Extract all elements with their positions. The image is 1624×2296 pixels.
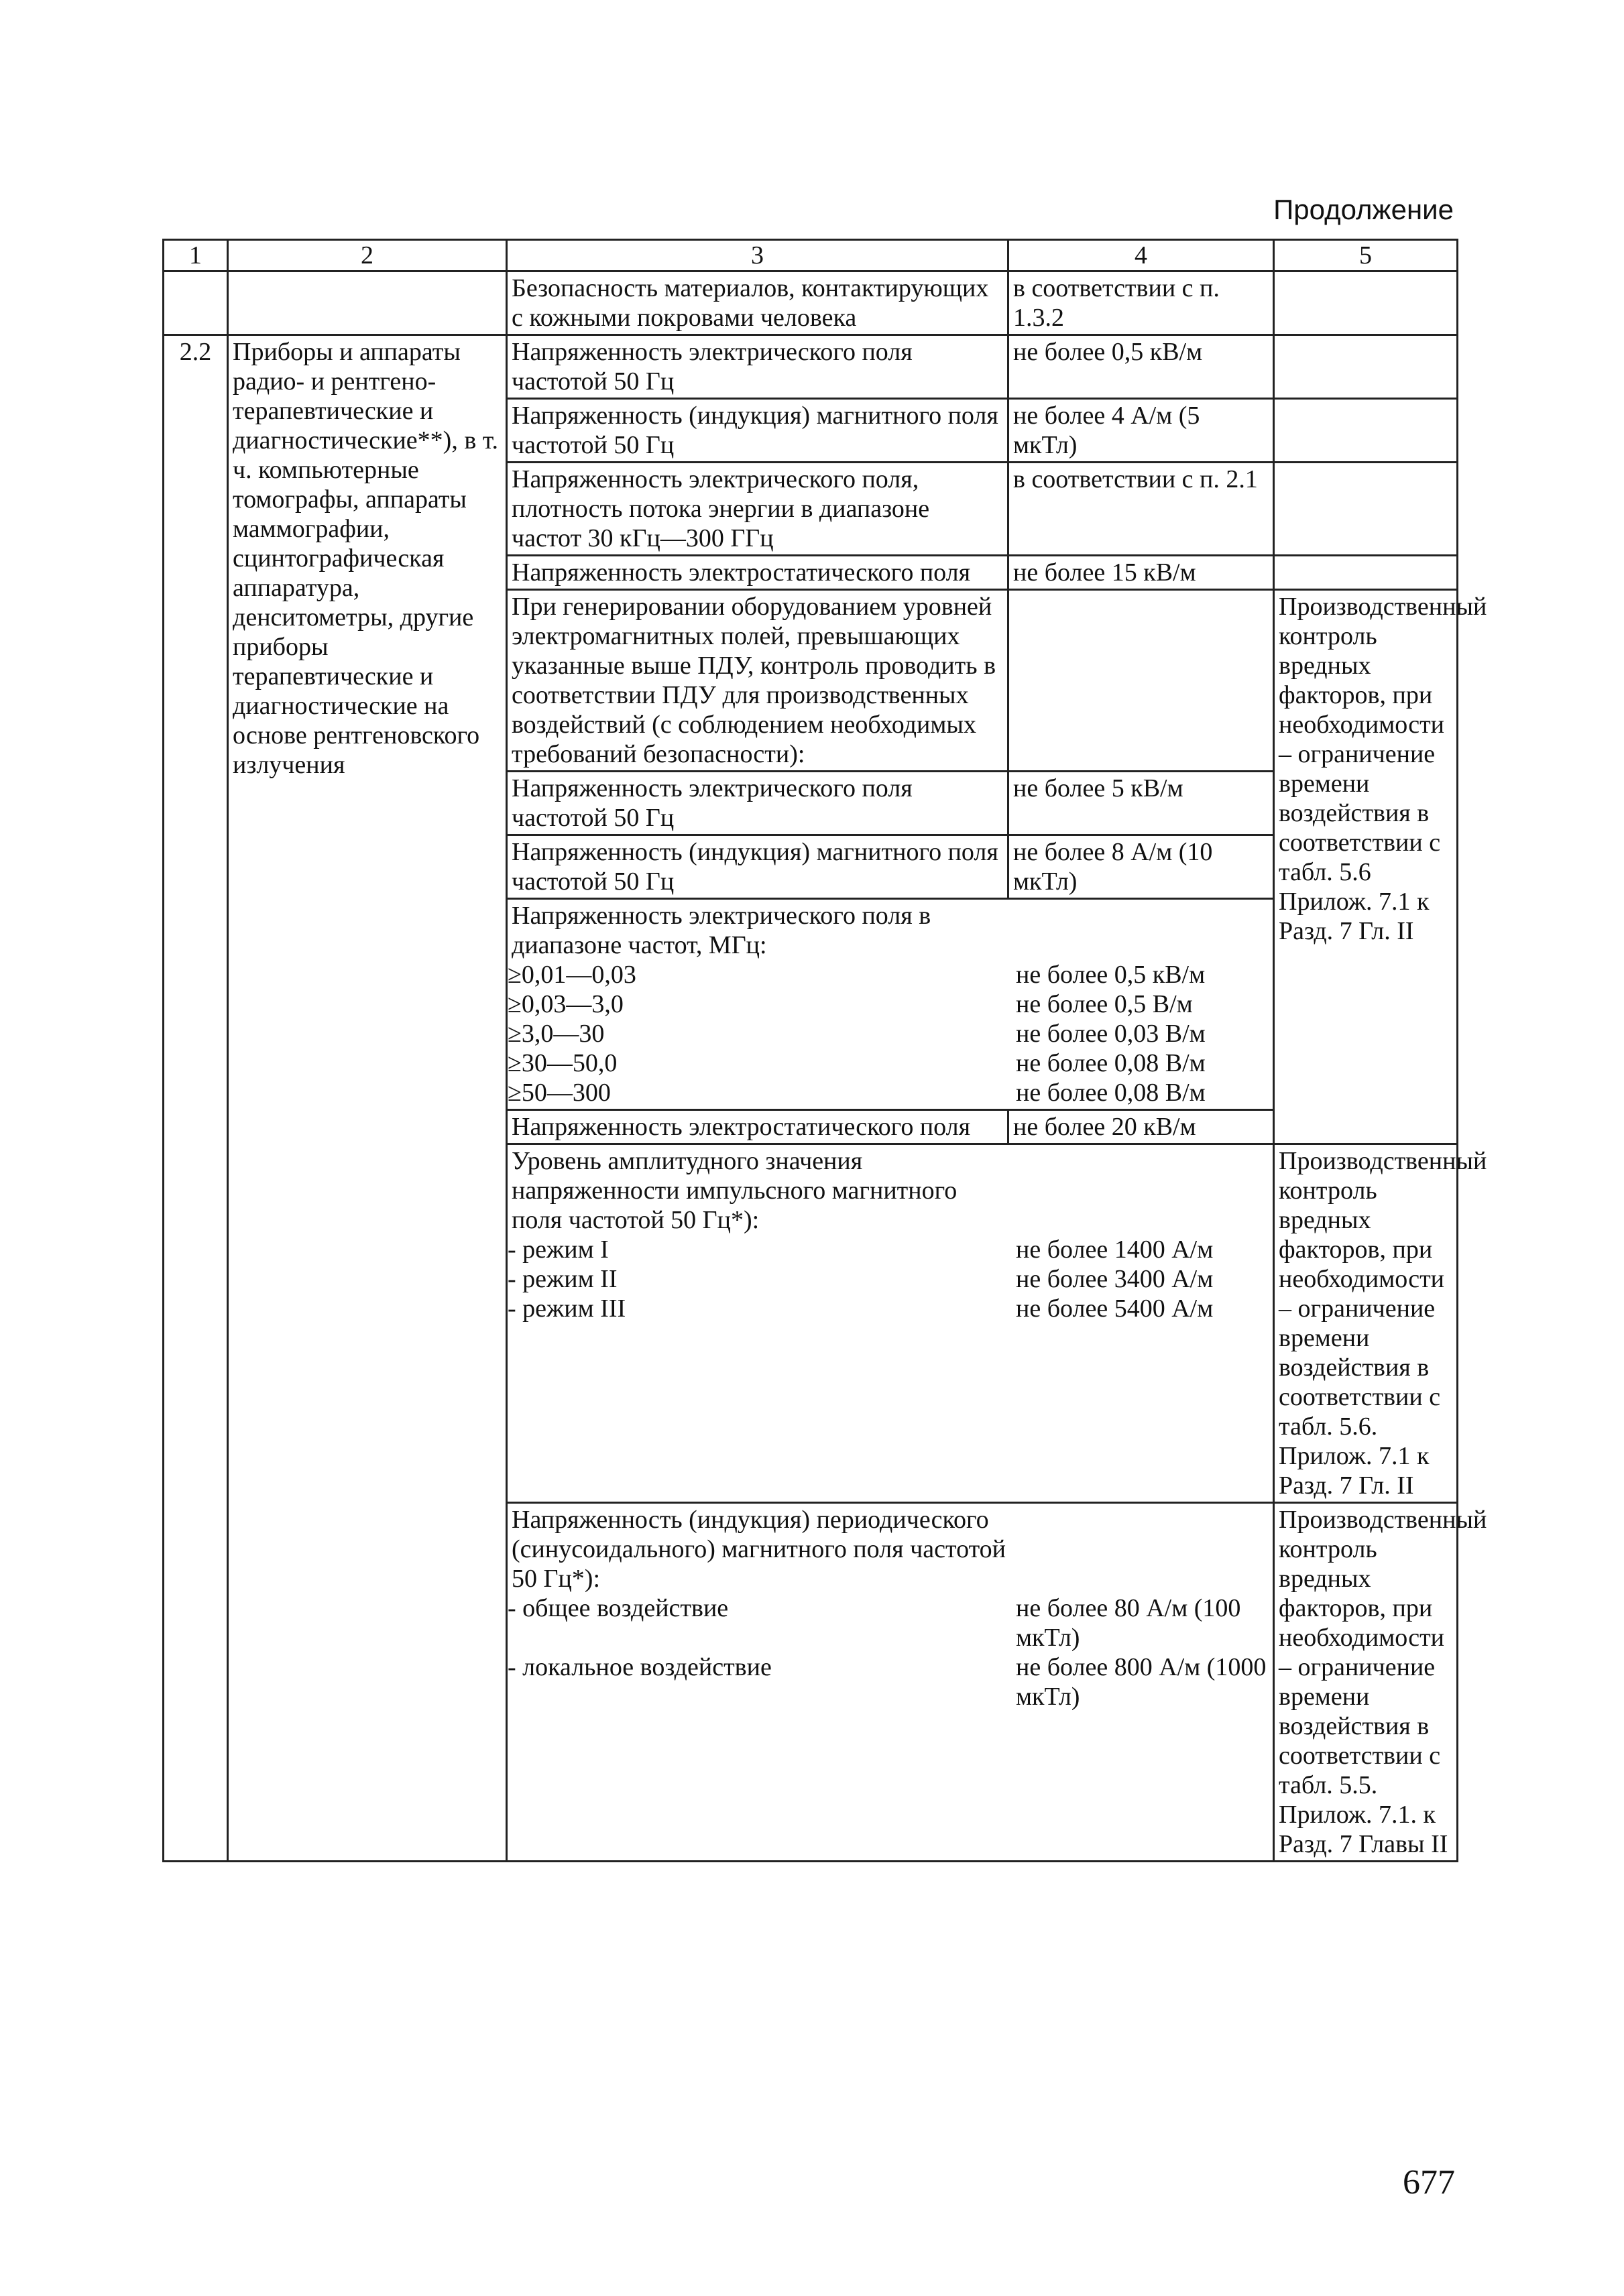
- header-col-5: 5: [1274, 240, 1458, 271]
- page-number: 677: [1403, 2163, 1455, 2201]
- continuation-label: Продолжение: [1273, 194, 1454, 225]
- norm-cell: не более 0,5 кВ/м: [1008, 335, 1274, 399]
- norm-cell: не более 5400 А/м: [1016, 1294, 1214, 1323]
- frequency-range: ≥30—50,0: [508, 1049, 618, 1077]
- frequency-range: ≥50—300: [508, 1079, 611, 1107]
- hygiene-requirements-table: [162, 239, 1487, 1862]
- control-note-cell: Производственный контроль вредных факторов, при необходимости – ограничение времени воздействия в соответствии с табл. 5.5. Прилож. 7.1. к Разд. 7 Главы II: [1274, 1503, 1458, 1862]
- norm-cell: не более 20 кВ/м: [1008, 1110, 1274, 1144]
- norm-cell: не более 0,5 В/м: [1016, 990, 1193, 1018]
- parameter-cell: Напряженность электрического поля частотой 50 Гц: [507, 335, 1008, 399]
- frequency-row: [508, 989, 1275, 1019]
- parameter-cell: Напряженность электрического поля, плотность потока энергии в диапазоне частот 30 кГц—300 ГГц: [507, 463, 1008, 556]
- norm-cell: не более 0,08 В/м: [1016, 1049, 1206, 1077]
- frequency-range-cell: [507, 899, 1274, 1110]
- norm-cell: не более 8 А/м (10 мкТл): [1008, 835, 1274, 899]
- parameter-cell: Напряженность электрического поля в диапазоне частот, МГц:: [512, 902, 931, 959]
- frequency-row: [508, 960, 1275, 989]
- parameter-cell: Напряженность (индукция) магнитного поля частотой 50 Гц: [507, 835, 1008, 899]
- norm-cell: не более 5 кВ/м: [1008, 772, 1274, 835]
- parameter-cell: Напряженность электрического поля частотой 50 Гц: [507, 772, 1008, 835]
- header-col-3: 3: [507, 240, 1008, 271]
- frequency-range: ≥0,03—3,0: [508, 990, 624, 1018]
- parameter-cell: Напряженность электростатического поля: [507, 1110, 1008, 1144]
- frequency-row: [508, 1019, 1275, 1048]
- header-row: [164, 240, 1458, 271]
- table-row: [164, 335, 1458, 399]
- header-col-2: 2: [228, 240, 507, 271]
- frequency-row: [508, 1048, 1275, 1078]
- parameter-cell: Напряженность (индукция) периодического (синусоидального) магнитного поля частотой 50 Гц*):: [512, 1506, 1006, 1593]
- parameter-cell: Безопасность материалов, контактирующих с кожными покровами человека: [507, 271, 1008, 335]
- header-col-1: 1: [164, 240, 228, 271]
- norm-cell: не более 0,08 В/м: [1016, 1079, 1206, 1107]
- norm-cell: в соответствии с п. 2.1: [1008, 463, 1274, 556]
- control-note-cell: Производственный контроль вредных факторов, при необходимости – ограничение времени воздействия в соответствии с табл. 5.6. Прилож. 7.1 к Разд. 7 Гл. II: [1274, 1144, 1458, 1503]
- header-col-4: 4: [1008, 240, 1274, 271]
- parameter-cell: Напряженность (индукция) магнитного поля частотой 50 Гц: [507, 399, 1008, 463]
- table-row: [164, 271, 1458, 335]
- product-cell: Приборы и аппараты радио- и рентгено-терапевтические и диагностические**), в т. ч. компьютерные томографы, аппараты маммографии, сцинтографическая аппаратура, денситометры, другие приборы терапевтические и диагностические на основе рентгеновского излучения: [228, 335, 507, 1862]
- mode-label: - локальное воздействие: [508, 1653, 772, 1681]
- periodic-field-cell: [507, 1503, 1274, 1862]
- norm-cell: не более 0,03 В/м: [1016, 1020, 1206, 1048]
- mode-label: - режим II: [508, 1265, 618, 1293]
- parameter-cell: При генерировании оборудованием уровней электромагнитных полей, превышающих указанные выше ПДУ, контроль проводить в соответствии ПДУ для производственных воздействий (с соблюдением необходимых требований безопасности):: [507, 590, 1008, 772]
- norm-cell: в соответствии с п. 1.3.2: [1008, 271, 1274, 335]
- norm-cell: не более 3400 А/м: [1016, 1265, 1214, 1293]
- mode-label: - режим III: [508, 1294, 626, 1323]
- frequency-range: ≥3,0—30: [508, 1020, 605, 1048]
- row-number: 2.2: [164, 335, 228, 1862]
- pulsed-field-cell: [507, 1144, 1274, 1503]
- norm-cell: не более 4 А/м (5 мкТл): [1008, 399, 1274, 463]
- mode-row: [508, 1235, 1275, 1264]
- mode-row: [508, 1294, 1275, 1323]
- norm-cell: не более 15 кВ/м: [1008, 556, 1274, 590]
- frequency-range: ≥0,01—0,03: [508, 961, 636, 989]
- norm-cell: не более 80 А/м (100 мкТл): [1016, 1594, 1241, 1652]
- norm-cell: не более 0,5 кВ/м: [1016, 961, 1206, 989]
- parameter-cell: Уровень амплитудного значения напряженности импульсного магнитного поля частотой 50 Гц*):: [512, 1147, 958, 1234]
- norm-cell: не более 1400 А/м: [1016, 1235, 1214, 1264]
- frequency-row: [508, 1078, 1275, 1107]
- mode-label: - общее воздействие: [508, 1594, 729, 1622]
- parameter-cell: Напряженность электростатического поля: [507, 556, 1008, 590]
- norm-cell: не более 800 А/м (1000 мкТл): [1016, 1653, 1267, 1711]
- mode-row: [508, 1652, 1275, 1711]
- control-note-cell: Производственный контроль вредных факторов, при необходимости – ограничение времени воздействия в соответствии с табл. 5.6 Прилож. 7.1 к Разд. 7 Гл. II: [1274, 590, 1458, 1144]
- mode-label: - режим I: [508, 1235, 609, 1264]
- mode-row: [508, 1264, 1275, 1294]
- mode-row: [508, 1593, 1275, 1652]
